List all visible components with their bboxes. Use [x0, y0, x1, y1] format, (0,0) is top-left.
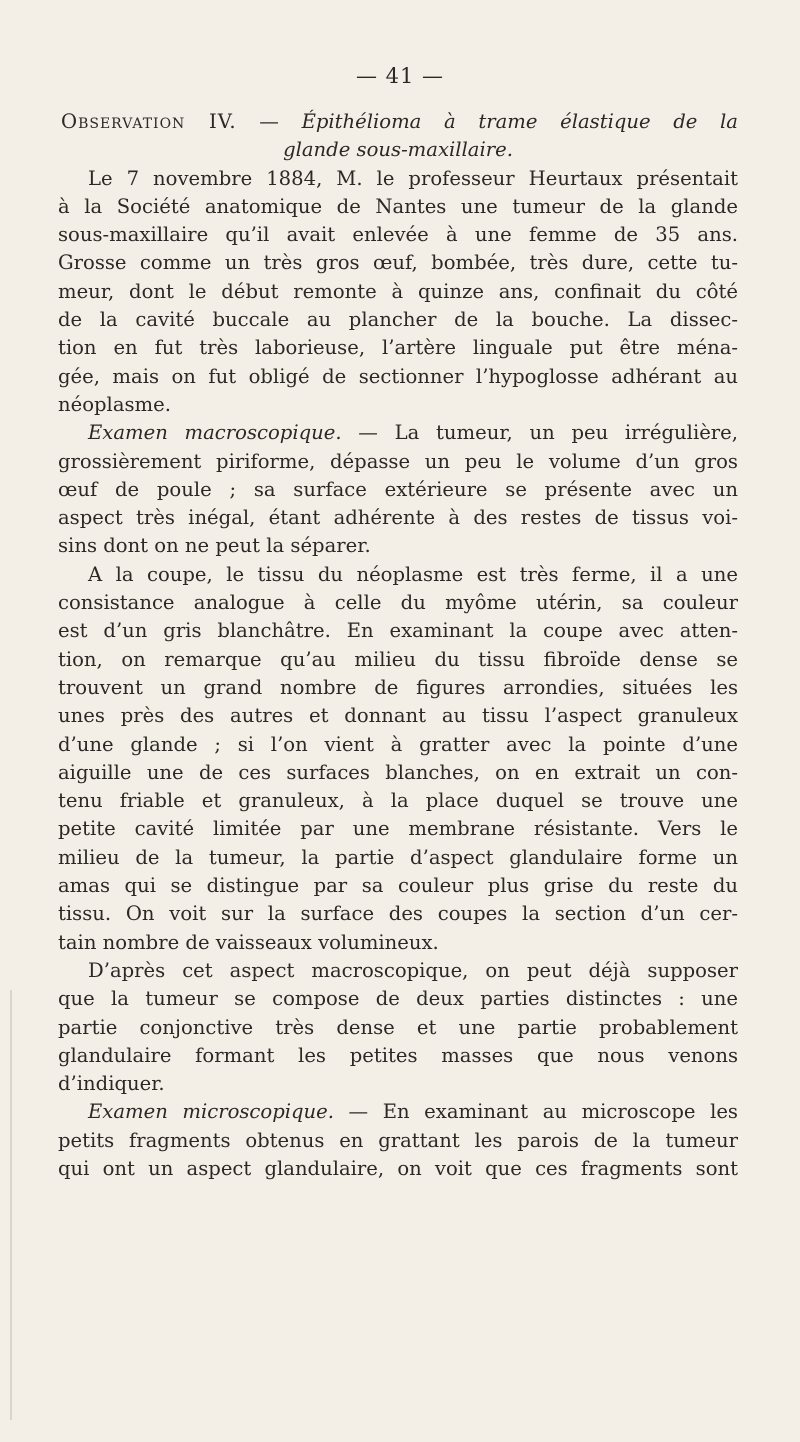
page-edge-shadow [10, 990, 12, 1420]
paragraph-line: D’après cet aspect macroscopique, on peut déjà supposer [88, 958, 738, 982]
paragraph-line: trouvent un grand nombre de figures arrondies, situées les [58, 675, 738, 699]
section-label-macroscopic: Examen macroscopique. [88, 421, 342, 445]
paragraph-line: Le 7 novembre 1884, M. le professeur Heurtaux présentait [88, 166, 738, 190]
paragraph-line: tain nombre de vaisseaux volumineux. [58, 930, 439, 954]
paragraph-line: d’indiquer. [58, 1072, 165, 1096]
observation-label: Observation IV. [61, 110, 237, 133]
paragraph-line: tion en fut très laborieuse, l’artère linguale put être ména- [58, 336, 738, 360]
paragraph-line [58, 419, 738, 447]
observation-title-part-2: glande sous-maxillaire. [283, 138, 513, 162]
paragraph-line: consistance analogue à celle du myôme utérin, sa couleur [58, 591, 738, 615]
paragraph-line: gée, mais on fut obligé de sectionner l’hypoglosse adhérant au [58, 364, 738, 388]
paragraph-line: glandulaire formant les petites masses que nous venons [58, 1043, 738, 1067]
paragraph-line: œuf de poule ; sa surface extérieure se présente avec un [58, 477, 738, 501]
paragraph-line: A la coupe, le tissu du néoplasme est très ferme, il a une [88, 562, 738, 586]
page-number: — 41 — [355, 64, 445, 88]
paragraph-line: de la cavité buccale au plancher de la bouche. La dissec- [58, 308, 738, 332]
paragraph-line: à la Société anatomique de Nantes une tumeur de la glande [58, 194, 738, 218]
paragraph-line: d’une glande ; si l’on vient à gratter avec la pointe d’une [58, 732, 738, 756]
paragraph-text: — La tumeur, un peu irrégulière, [341, 421, 738, 445]
paragraph-line: tenu friable et granuleux, à la place duquel se trouve une [58, 789, 738, 813]
paragraph-line: tion, on remarque qu’au milieu du tissu fibroïde dense se [58, 647, 738, 671]
paragraph-line: néoplasme. [58, 392, 171, 416]
paragraph-line: amas qui se distingue par sa couleur plus grise du reste du [58, 874, 738, 898]
paragraph-line: aspect très inégal, étant adhérente à des restes de tissus voi- [58, 506, 738, 530]
observation-title-part-1: Épithélioma à trame élastique de la [301, 110, 738, 133]
paragraph-line: tissu. On voit sur la surface des coupes la section d’un cer- [58, 902, 738, 926]
body-text [58, 108, 738, 1183]
paragraph-line: qui ont un aspect glandulaire, on voit que ces fragments sont [58, 1156, 738, 1180]
paragraph-line: Grosse comme un très gros œuf, bombée, très dure, cette tu- [58, 251, 738, 275]
paragraph-line: unes près des autres et donnant au tissu l’aspect granuleux [58, 704, 738, 728]
paragraph-line: meur, dont le début remonte à quinze ans, confinait du côté [58, 279, 738, 303]
paragraph-line: petits fragments obtenus en grattant les parois de la tumeur [58, 1128, 738, 1152]
paragraph-line: partie conjonctive très dense et une partie probablement [58, 1015, 738, 1039]
section-label-microscopic: Examen microscopique. [88, 1100, 334, 1124]
paragraph-text: — En examinant au microscope les [334, 1100, 738, 1124]
paragraph-line: petite cavité limitée par une membrane résistante. Vers le [58, 817, 738, 841]
paragraph-line: sins dont on ne peut la séparer. [58, 534, 371, 558]
paragraph-line: est d’un gris blanchâtre. En examinant la coupe avec atten- [58, 619, 738, 643]
paragraph-line: sous-maxillaire qu’il avait enlevée à une femme de 35 ans. [58, 223, 738, 247]
paragraph-line [58, 1098, 738, 1126]
observation-heading-line-1 [58, 108, 738, 136]
paragraph-line: aiguille une de ces surfaces blanches, on en extrait un con- [58, 760, 738, 784]
paragraph-line: grossièrement piriforme, dépasse un peu le volume d’un gros [58, 449, 738, 473]
paragraph-line: que la tumeur se compose de deux parties distinctes : une [58, 987, 738, 1011]
heading-dash: — [236, 110, 302, 133]
paragraph-line: milieu de la tumeur, la partie d’aspect glandulaire forme un [58, 845, 738, 869]
